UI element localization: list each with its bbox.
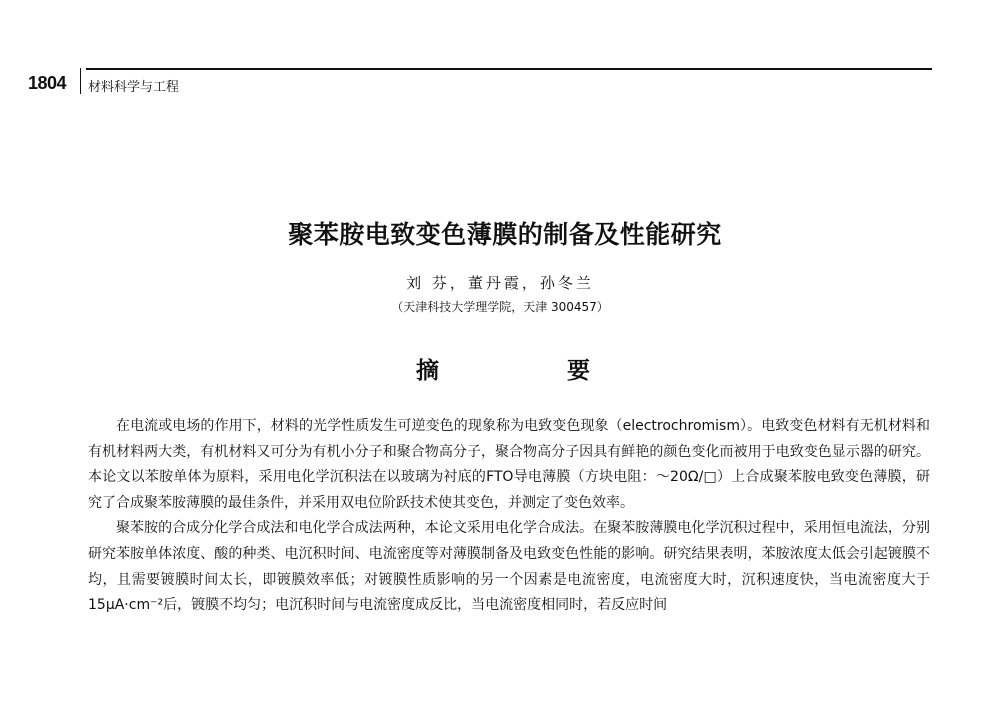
article-affiliation: （天津科技大学理学院，天津 300457） xyxy=(391,300,609,314)
abstract-paragraph: 聚苯胺的合成分化学合成法和电化学合成法两种，本论文采用电化学合成法。在聚苯胺薄膜电化学沉积过程中，采用恒电流法，分别研究苯胺单体浓度、酸的种类、电沉积时间、电流密度等对薄膜制备及电致变色性能的影响。研究结果表明，苯胺浓度太低会引起镀膜不均，且需要镀膜时间太长，即镀膜效率低；对镀膜性质影响的另一个因素是电流密度，电流密度大时，沉积速度快，当电流密度大于15μA·cm⁻²后，镀膜不均匀；电沉积时间与电流密度成反比，当电流密度相同时，若反应时间 xyxy=(88,520,930,614)
page-number: 1804 xyxy=(28,73,67,93)
article-authors: 刘 芬，董丹霞，孙冬兰 xyxy=(406,274,594,292)
journal-name: 材料科学与工程 xyxy=(88,80,180,95)
abstract-heading: 摘 要 xyxy=(415,358,650,384)
article-title: 聚苯胺电致变色薄膜的制备及性能研究 xyxy=(288,220,722,249)
abstract-paragraph: 在电流或电场的作用下，材料的光学性质发生可逆变色的现象称为电致变色现象（electrochromism）。电致变色材料有无机材料和有机材料两大类，有机材料又可分为有机小分子和聚合物高分子，聚合物高分子因具有鲜艳的颜色变化而被用于电致变色显示器的研究。本论文以苯胺单体为原料，采用电化学沉积法在以玻璃为衬底的FTO导电薄膜（方块电阻：～20Ω/□）上合成聚苯胺电致变色薄膜，研究了合成聚苯胺薄膜的最佳条件，并采用双电位阶跃技术使其变色，并测定了变色效率。 xyxy=(88,418,930,511)
header-rule xyxy=(86,68,932,70)
abstract-body xyxy=(88,414,930,619)
running-header xyxy=(28,62,932,98)
header-divider xyxy=(80,68,81,94)
